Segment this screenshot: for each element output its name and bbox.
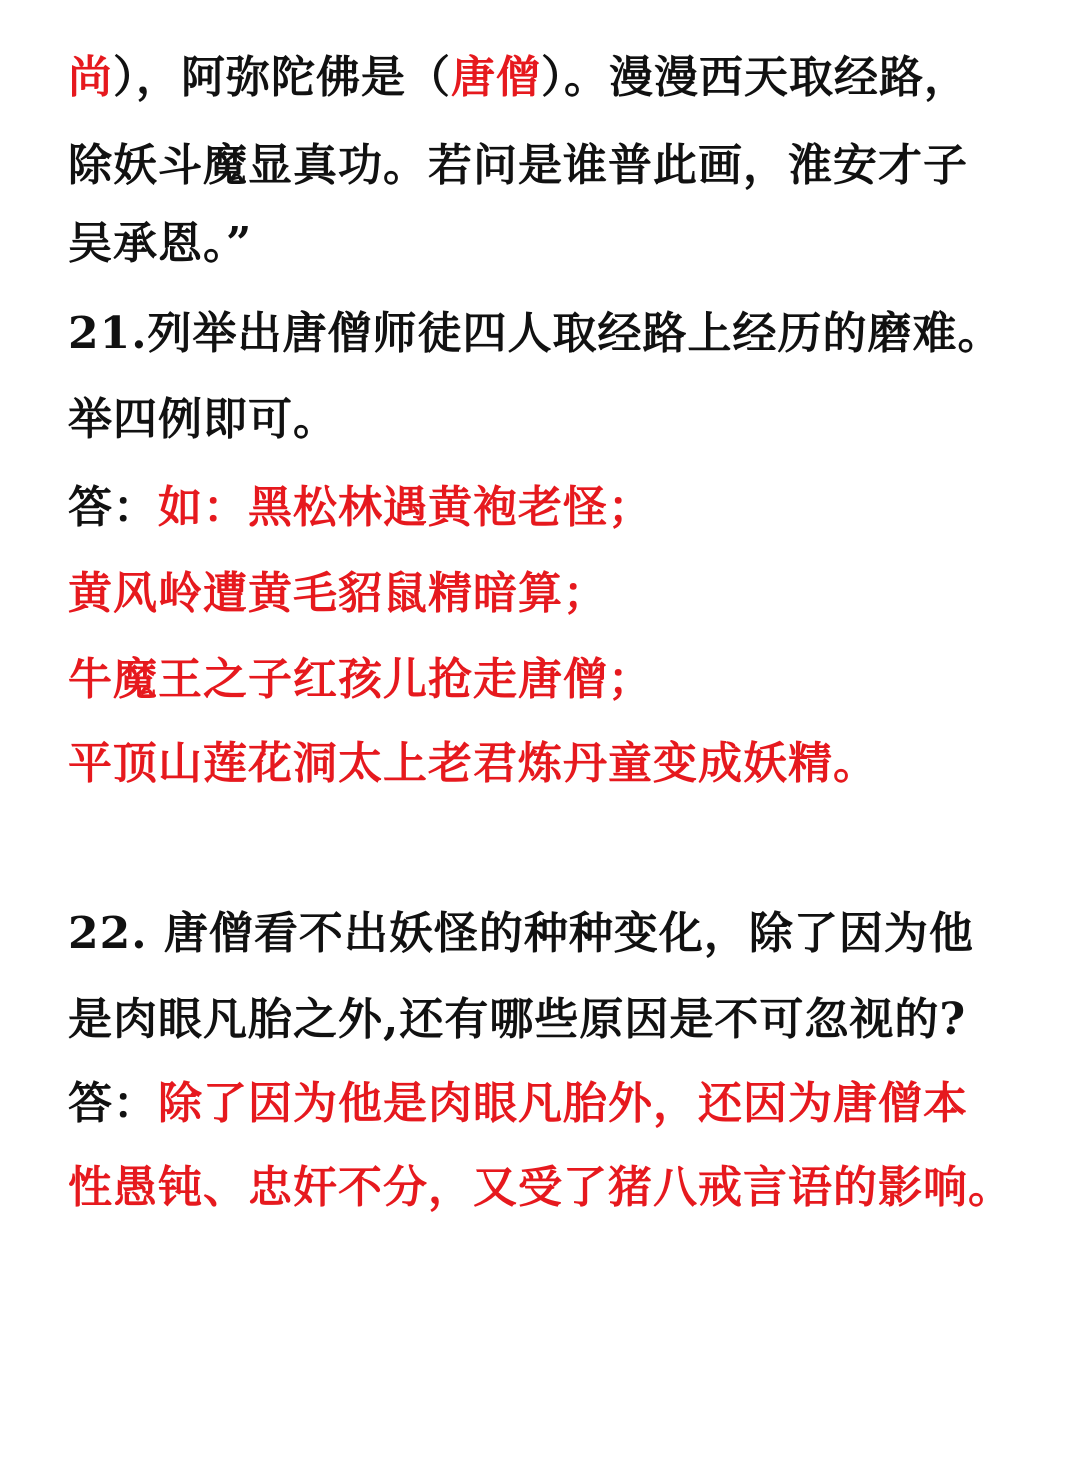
poem-text: ），阿弥陀佛是（ — [113, 52, 451, 103]
q21-question-line-1: 21.列举出唐僧师徒四人取经路上经历的磨难。 — [68, 308, 1003, 359]
q21-answer-line-4: 平顶山莲花洞太上老君炼丹童变成妖精。 — [68, 738, 878, 789]
q22-answer-line-2: 性愚钝、忠奸不分，又受了猪八戒言语的影响。 — [68, 1162, 1013, 1213]
poem-answer-tangseng: 唐僧 — [451, 52, 541, 103]
q21-answer-line-2: 黄风岭遭黄毛貂鼠精暗算； — [68, 568, 608, 619]
poem-line-2: 除妖斗魔显真功。若问是谁普此画，淮安才子 — [68, 140, 968, 191]
answer-label: 答： — [68, 1078, 158, 1129]
q22-answer-line-1 — [68, 1074, 968, 1134]
q22-question-line-1: 22. 唐僧看不出妖怪的种种变化，除了因为他 — [68, 908, 974, 959]
poem-text: ）。漫漫西天取经路， — [541, 52, 969, 103]
q22-question-line-2: 是肉眼凡胎之外,还有哪些原因是不可忽视的? — [68, 994, 967, 1045]
answer-label: 答： — [68, 482, 158, 533]
q21-answer-line-1 — [68, 478, 653, 538]
q21-answer-line-3: 牛魔王之子红孩儿抢走唐僧； — [68, 654, 653, 705]
q21-question-line-2: 举四例即可。 — [68, 394, 338, 445]
q21-answer-text: 如：黑松林遇黄袍老怪； — [158, 482, 653, 533]
poem-answer-fragment: 尚 — [68, 52, 113, 103]
poem-line-3: 吴承恩。” — [68, 218, 253, 269]
q22-answer-text: 除了因为他是肉眼凡胎外，还因为唐僧本 — [158, 1078, 968, 1129]
poem-line-1 — [68, 48, 969, 108]
